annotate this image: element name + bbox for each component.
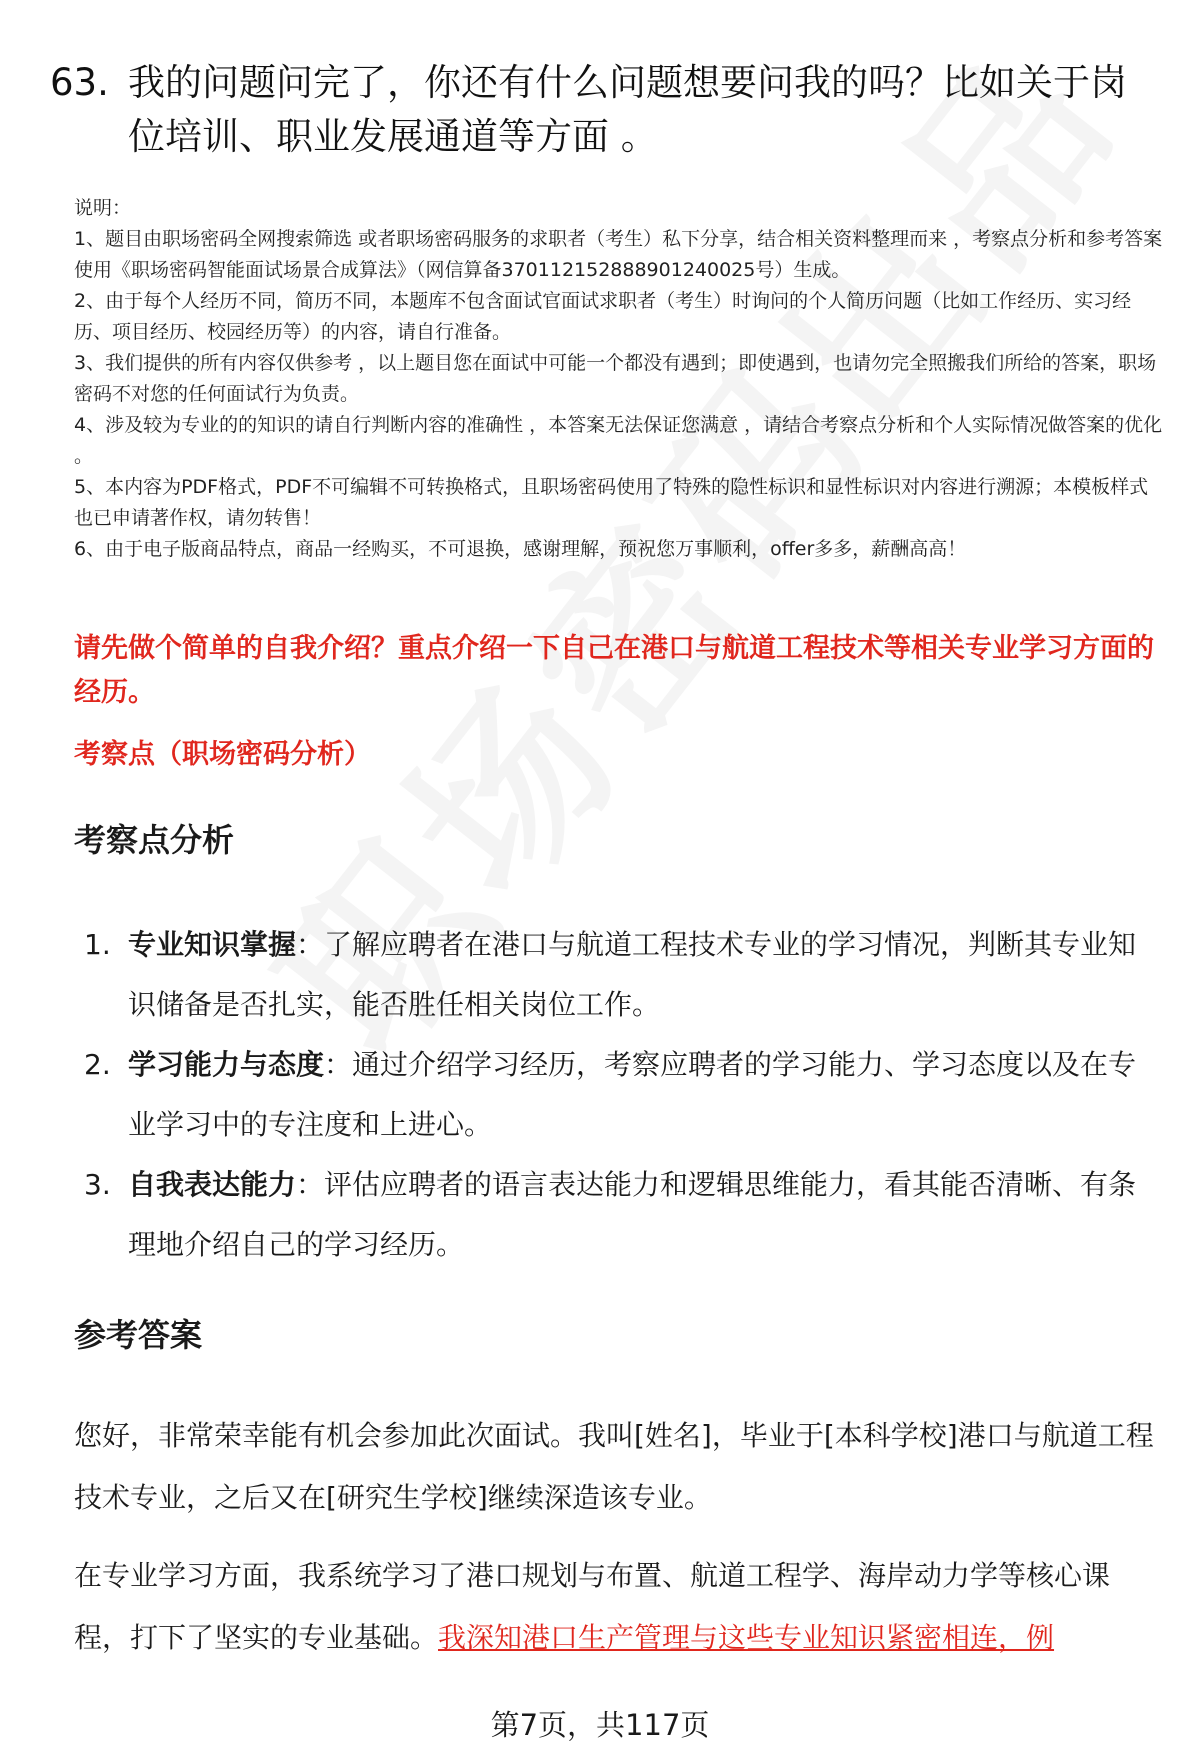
list-item: [74, 1035, 1164, 1155]
list-item-number: 2.: [84, 1048, 111, 1081]
page-footer: 第7页，共117页: [490, 1708, 710, 1742]
answer-highlight: 我深知港口生产管理与这些专业知识紧密相连，例: [438, 1621, 1055, 1654]
answer-paragraph-1: 您好，非常荣幸能有机会参加此次面试。我叫[姓名]，毕业于[本科学校]港口与航道工程技术专业，之后又在[研究生学校]继续深造该专业。: [74, 1419, 1154, 1514]
question-text: 我的问题问完了，你还有什么问题想要问我的吗？比如关于岗位培训、职业发展通道等方面 。: [128, 61, 1127, 158]
answer-heading: 参考答案: [74, 1316, 203, 1354]
answer-paragraph-2-text: 在专业学习方面，我系统学习了港口规划与布置、航道工程学、海岸动力学等核心课程，打下了坚实的专业基础。: [74, 1559, 1111, 1654]
list-item-text: ：了解应聘者在港口与航道工程技术专业的学习情况，判断其专业知识储备是否扎实，能否胜任相关岗位工作。: [128, 928, 1137, 1021]
note-item: 2、由于每个人经历不同，简历不同，本题库不包含面试官面试求职者（考生）时询问的个人简历问题（比如工作经历、实习经历、项目经历、校园经历等）的内容，请自行准备。: [74, 290, 1132, 343]
list-item-number: 3.: [84, 1168, 111, 1201]
answer-paragraph-2: [74, 1545, 1164, 1669]
list-item: [74, 1155, 1164, 1275]
notes-block: [74, 193, 1164, 565]
note-item: 6、由于电子版商品特点，商品一经购买，不可退换，感谢理解，预祝您万事顺利，offer多多，薪酬高高！: [74, 538, 967, 560]
interview-question: 请先做个简单的自我介绍？重点介绍一下自己在港口与航道工程技术等相关专业学习方面的经历。: [74, 633, 1154, 708]
analysis-label: 考察点（职场密码分析）: [74, 739, 371, 770]
list-item-number: 1.: [84, 928, 111, 961]
notes-heading: 说明：: [74, 197, 132, 219]
list-item-title: 学习能力与态度: [128, 1048, 325, 1081]
note-item: 4、涉及较为专业的的知识的请自行判断内容的准确性 ，本答案无法保证您满意 ，请结合考察点分析和个人实际情况做答案的优化 。: [74, 414, 1163, 467]
note-item: 3、我们提供的所有内容仅供参考 ，以上题目您在面试中可能一个都没有遇到；即使遇到，也请勿完全照搬我们所给的答案，职场密码不对您的任何面试行为负责。: [74, 352, 1157, 405]
note-item: 5、本内容为PDF格式，PDF不可编辑不可转换格式，且职场密码使用了特殊的隐性标识和显性标识对内容进行溯源；本模板样式也已申请著作权，请勿转售！: [74, 476, 1149, 529]
list-item-text: ：通过介绍学习经历，考察应聘者的学习能力、学习态度以及在专业学习中的专注度和上进心。: [128, 1048, 1137, 1141]
question-title: [50, 56, 1160, 164]
list-item-title: 自我表达能力: [128, 1168, 297, 1201]
analysis-heading: 考察点分析: [74, 821, 235, 859]
note-item: 1、题目由职场密码全网搜索筛选 或者职场密码服务的求职者（考生）私下分享，结合相关资料整理而来 ，考察点分析和参考答案使用《职场密码智能面试场景合成算法》（网信算备370112152888901240025号）生成。: [74, 228, 1163, 281]
question-number: 63.: [50, 61, 109, 104]
list-item-title: 专业知识掌握: [128, 928, 297, 961]
analysis-list: [74, 915, 1164, 1275]
list-item-text: ：评估应聘者的语言表达能力和逻辑思维能力，看其能否清晰、有条理地介绍自己的学习经历。: [128, 1168, 1137, 1261]
list-item: [74, 915, 1164, 1035]
